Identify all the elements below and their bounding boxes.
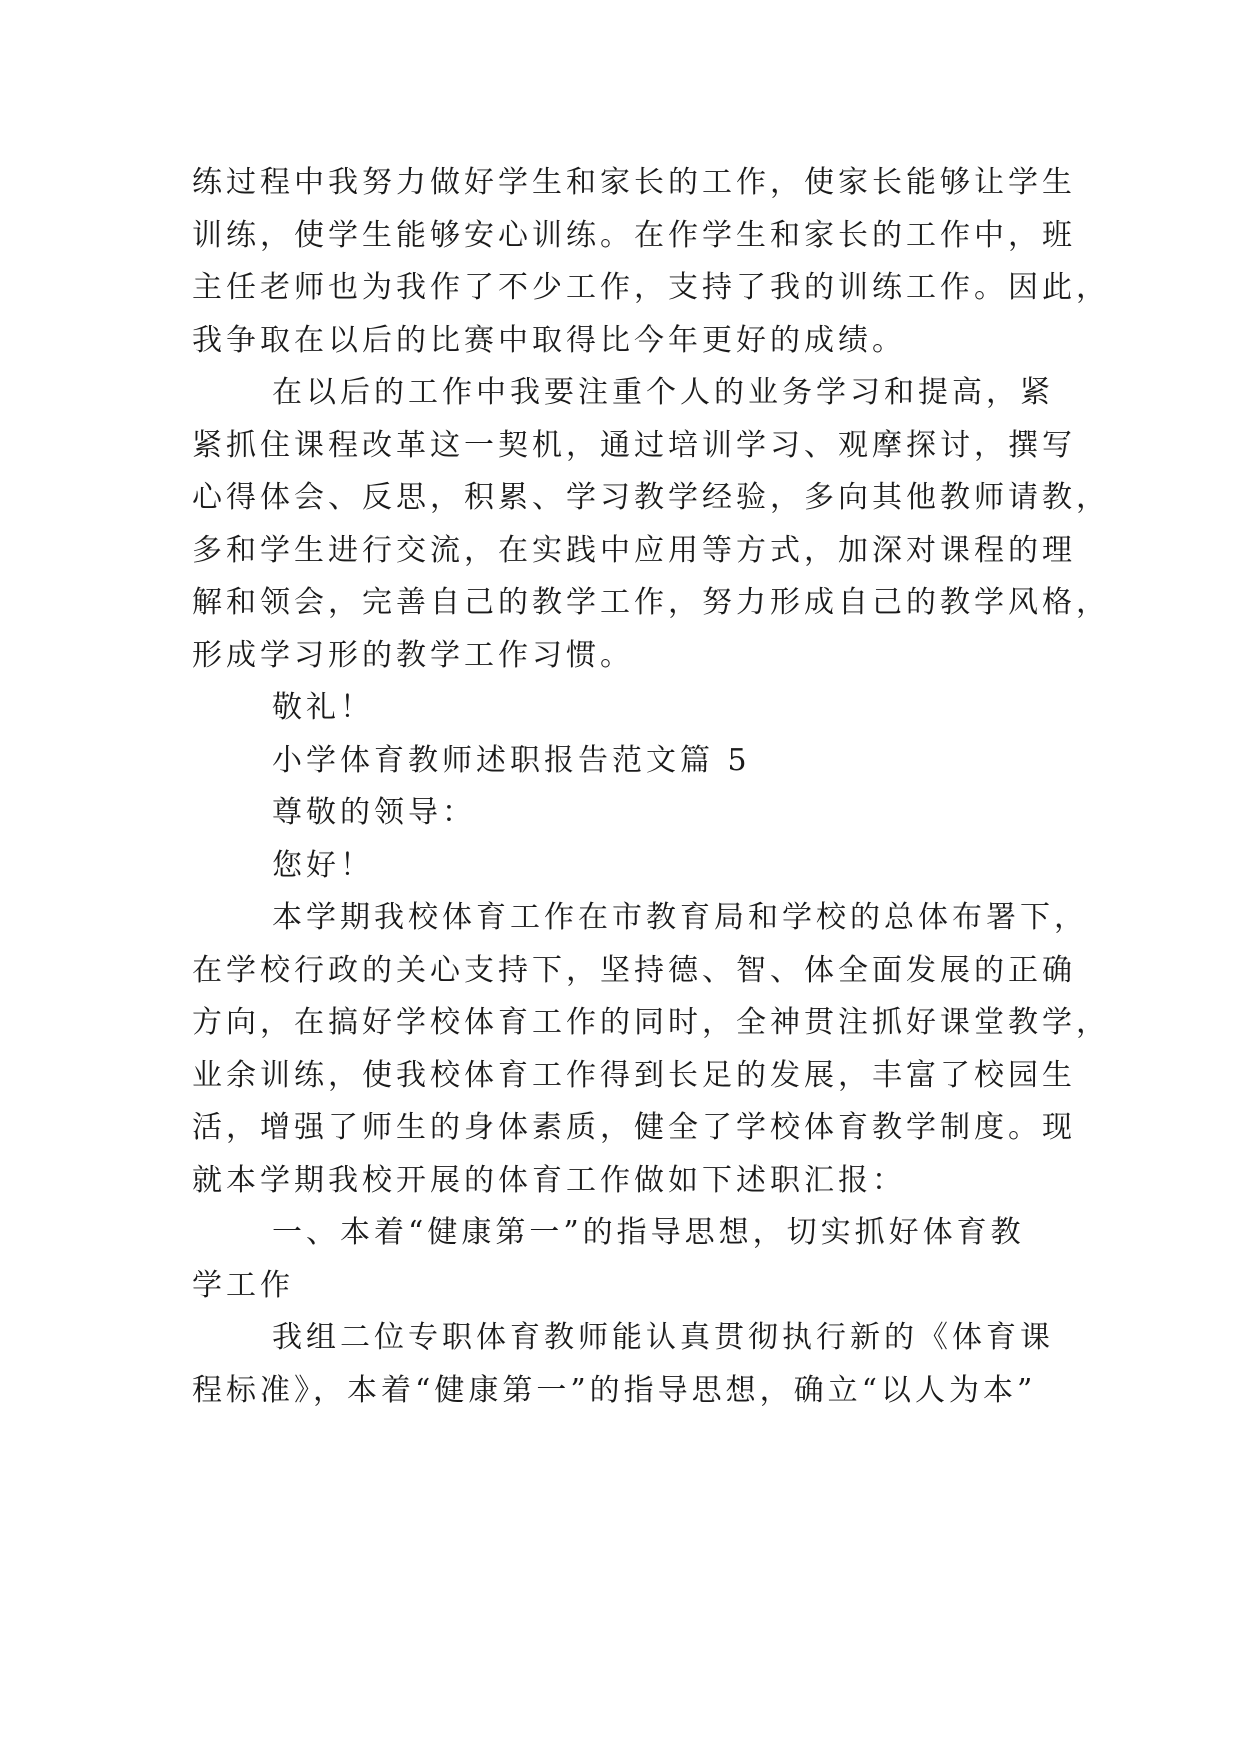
document-body	[192, 157, 1110, 1417]
text-line: 多和学生进行交流，在实践中应用等方式，加深对课程的理	[192, 532, 1076, 568]
paragraph-start-line: 我组二位专职体育教师能认真贯彻执行新的《体育课	[272, 1320, 1054, 1355]
salutation: 尊敬的领导：	[272, 795, 476, 830]
text-line: 就本学期我校开展的体育工作做如下述职汇报：	[192, 1162, 906, 1198]
greeting: 您好！	[272, 847, 374, 883]
text-line: 主任老师也为我作了不少工作，支持了我的训练工作。因此，	[192, 270, 1110, 305]
text-line: 形成学习形的教学工作习惯。	[192, 637, 634, 673]
section-title: 小学体育教师述职报告范文篇 5	[272, 742, 751, 778]
paragraph-start-line: 在以后的工作中我要注重个人的业务学习和提高，紧	[272, 375, 1054, 410]
text-line: 练过程中我努力做好学生和家长的工作，使家长能够让学生	[192, 165, 1076, 200]
text-line: 解和领会，完善自己的教学工作，努力形成自己的教学风格，	[192, 585, 1110, 620]
text-line: 活，增强了师生的身体素质，健全了学校体育教学制度。现	[192, 1110, 1076, 1145]
text-line: 心得体会、反思，积累、学习教学经验，多向其他教师请教，	[192, 480, 1110, 515]
text-line: 在学校行政的关心支持下，坚持德、智、体全面发展的正确	[192, 952, 1076, 988]
text-line: 业余训练，使我校体育工作得到长足的发展，丰富了校园生	[192, 1057, 1076, 1093]
closing-salutation: 敬礼！	[272, 690, 374, 725]
text-line: 我争取在以后的比赛中取得比今年更好的成绩。	[192, 322, 906, 358]
text-line: 训练，使学生能够安心训练。在作学生和家长的工作中，班	[192, 217, 1076, 253]
text-line: 方向，在搞好学校体育工作的同时，全神贯注抓好课堂教学，	[192, 1005, 1110, 1040]
text-line: 紧抓住课程改革这一契机，通过培训学习、观摩探讨，撰写	[192, 427, 1076, 463]
paragraph-start-line: 本学期我校体育工作在市教育局和学校的总体布署下，	[272, 900, 1088, 935]
text-line: 程标准》，本着“健康第一”的指导思想，确立“以人为本”	[192, 1372, 1037, 1408]
section-heading-line: 学工作	[192, 1267, 294, 1303]
section-heading-line: 一、本着“健康第一”的指导思想，切实抓好体育教	[272, 1215, 1025, 1250]
